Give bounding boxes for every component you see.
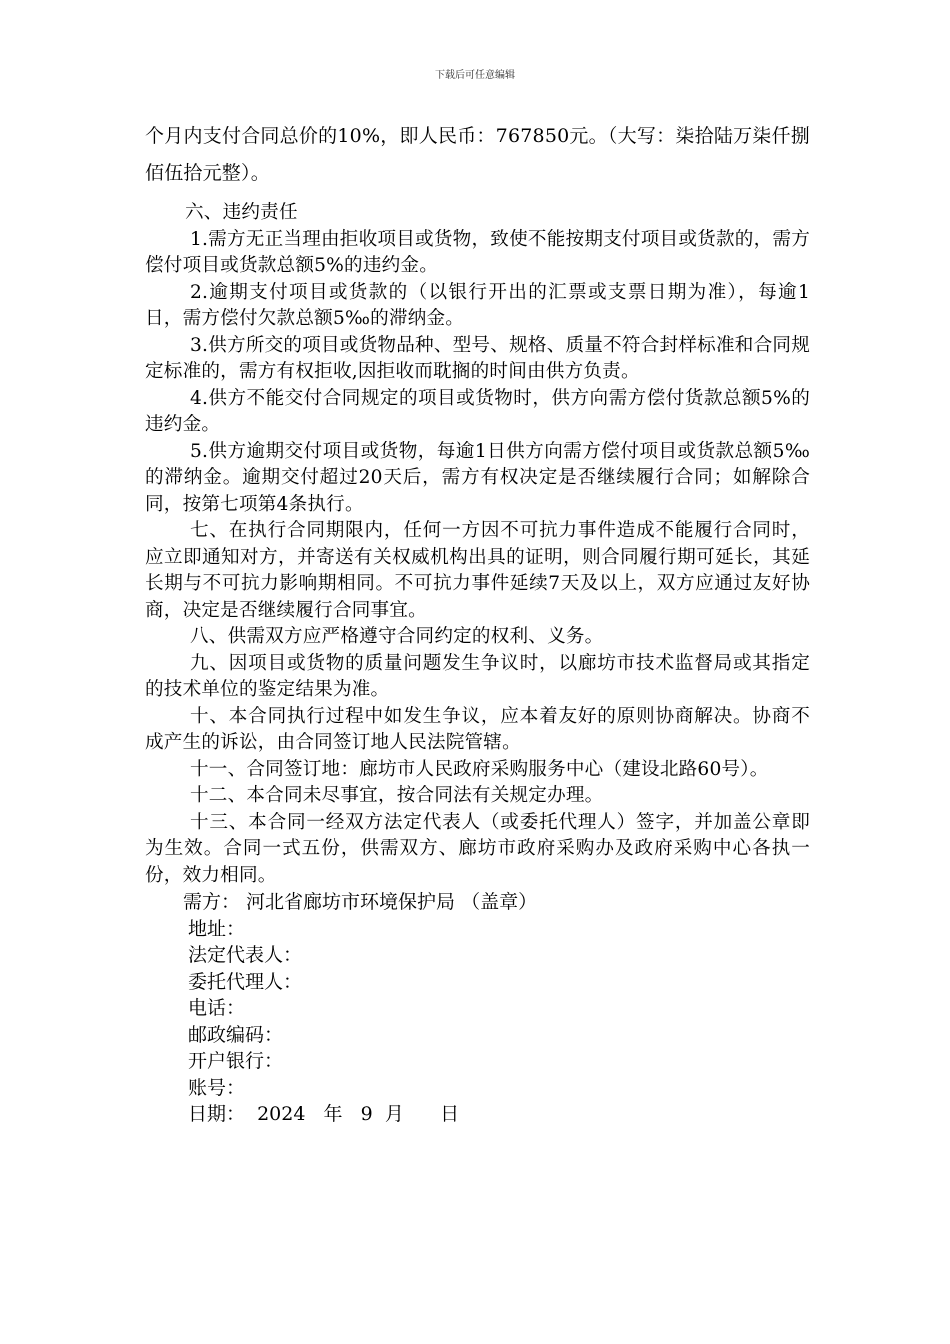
address-line: 地址： [188,917,246,940]
signature-block [145,889,810,1128]
section-title-breach: 六、违约责任 [185,202,298,223]
clause-1: 1.需方无正当理由拒收项目或货物，致使不能按期支付项目或货款的，需方偿付项目或货款总额5%的违约金。 [145,228,810,276]
section-9: 九、因项目或货物的质量问题发生争议时，以廊坊市技术监督局或其指定的技术单位的鉴定结果为准。 [145,652,810,700]
clause-3: 3.供方所交的项目或货物品种、型号、规格、质量不符合封样标准和合同规定标准的，需方有权拒收,因拒收而耽搁的时间由供方负责。 [145,334,810,382]
paragraph-payment-continued: 个月内支付合同总价的10%，即人民币：767850元。（大写：柒拾陆万柒仟捌佰伍拾元整）。 [145,125,810,184]
account-line: 账号： [188,1076,246,1099]
section-8: 八、供需双方应严格遵守合同约定的权利、义务。 [190,626,604,647]
section-13: 十三、本合同一经双方法定代表人（或委托代理人）签字，并加盖公章即为生效。合同一式五份，供需双方、廊坊市政府采购办及政府采购中心各执一份，效力相同。 [145,811,810,886]
agent-line: 委托代理人： [188,970,303,993]
section-10: 十、本合同执行过程中如发生争议，应本着友好的原则协商解决。协商不成产生的诉讼，由合同签订地人民法院管辖。 [145,705,810,753]
bank-line: 开户银行： [188,1050,284,1072]
legal-rep-line: 法定代表人： [188,944,303,966]
contract-body [145,118,810,1128]
section-12: 十二、本合同未尽事宜，按合同法有关规定办理。 [190,785,604,806]
section-11: 十一、合同签订地：廊坊市人民政府采购服务中心（建设北路60号）。 [190,758,769,780]
postcode-line: 邮政编码： [188,1023,284,1046]
section-7: 七、在执行合同期限内，任何一方因不可抗力事件造成不能履行合同时，应立即通知对方，并寄送有关权威机构出具的证明，则合同履行期可延长，其延长期与不可抗力影响期相同。不可抗力事件延续7天及以上，双方应通过友好协商，决定是否继续履行合同事宜。 [145,520,810,621]
phone-line: 电话： [188,997,246,1019]
buyer-party-line: 需方： 河北省廊坊市环境保护局 （盖章） [183,891,538,913]
clause-4: 4.供方不能交付合同规定的项目或货物时，供方向需方偿付货款总额5%的违约金。 [145,387,810,435]
page-header: 下载后可任意编辑 [435,70,515,81]
clause-2: 2.逾期支付项目或货款的（以银行开出的汇票或支票日期为准），每逾1日，需方偿付欠款总额5‰的滞纳金。 [145,281,810,329]
date-line: 日期： 2024 年 9 月 日 [188,1103,460,1125]
clause-5: 5.供方逾期交付项目或货物，每逾1日供方向需方偿付项目或货款总额5‰的滞纳金。逾期交付超过20天后，需方有权决定是否继续履行合同；如解除合同，按第七项第4条执行。 [145,440,810,515]
